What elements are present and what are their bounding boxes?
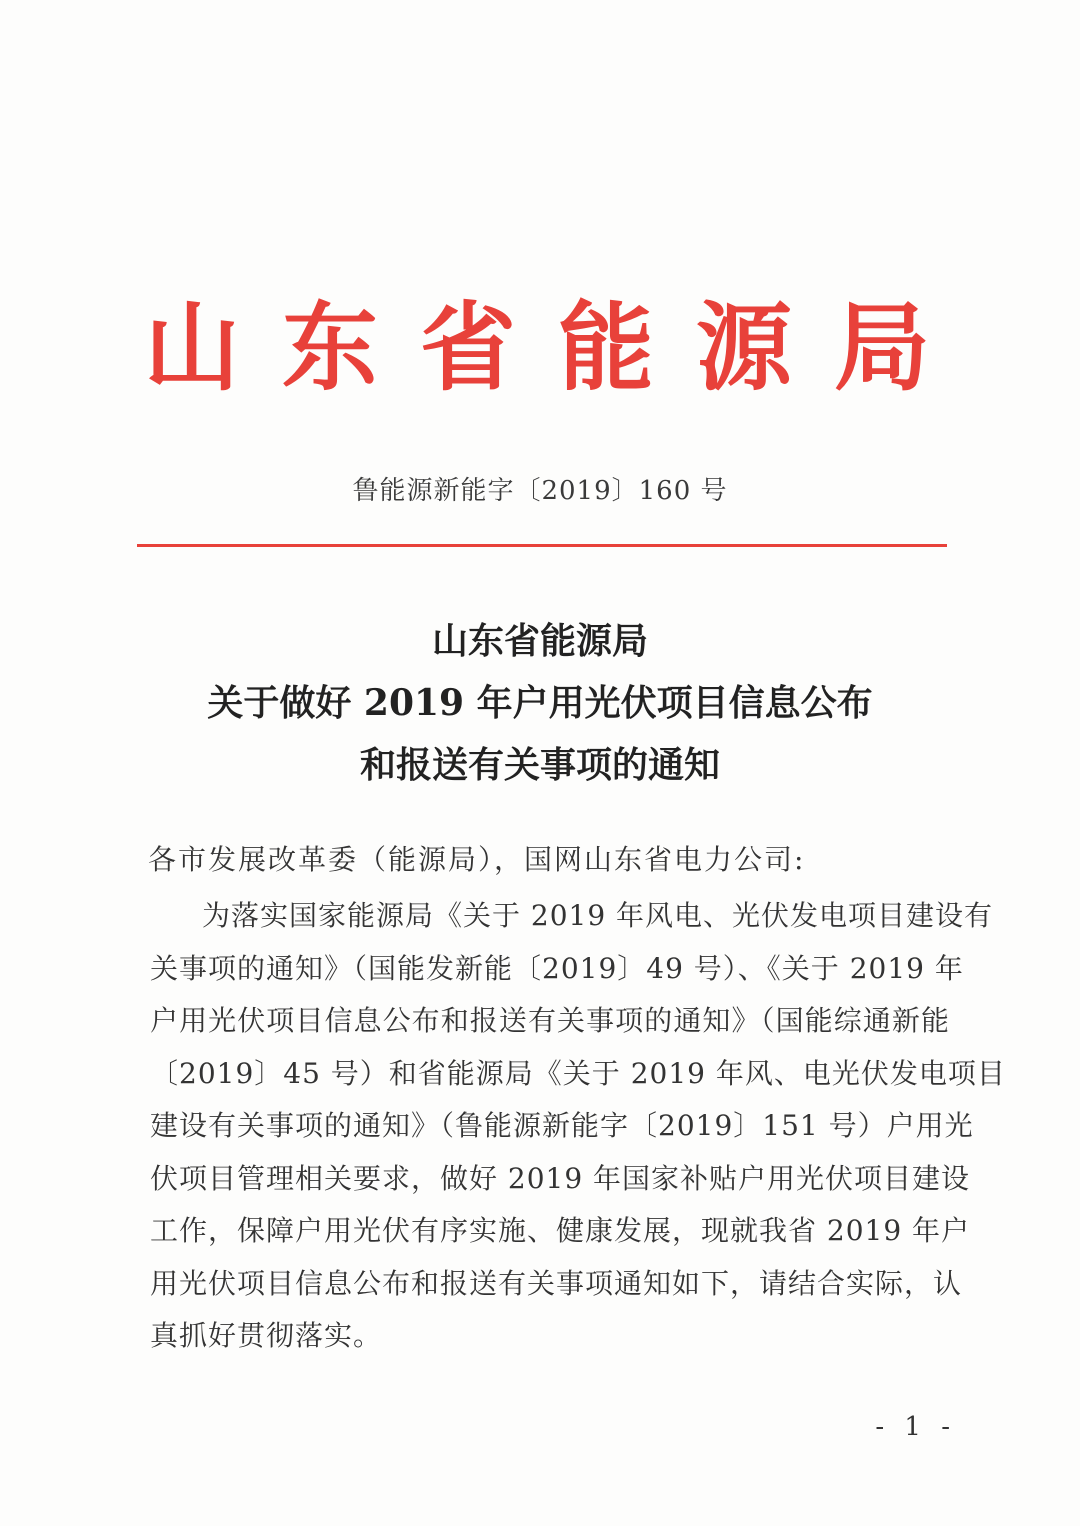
body-line: 为落实国家能源局《关于 2019 年风电、光伏发电项目建设有 — [202, 899, 994, 932]
body-line: 建设有关事项的通知》（鲁能源新能字〔2019〕151 号）户用光 — [150, 1109, 974, 1142]
letterhead: 山东省能源局 — [144, 291, 972, 404]
body-line: 户用光伏项目信息公布和报送有关事项的通知》（国能综通新能 — [150, 1004, 950, 1037]
title-line-2: 关于做好 2019 年户用光伏项目信息公布 — [207, 682, 873, 724]
body-line: 关事项的通知》（国能发新能〔2019〕49 号）、《关于 2019 年 — [150, 951, 964, 985]
body-line: 伏项目管理相关要求，做好 2019 年国家补贴户用光伏项目建设 — [150, 1161, 971, 1195]
addressee: 各市发展改革委（能源局），国网山东省电力公司: — [148, 843, 806, 876]
body-paragraph — [150, 890, 1006, 1363]
title-line-3: 和报送有关事项的通知 — [359, 744, 720, 786]
document-title — [0, 610, 1080, 796]
document-number: 鲁能源新能字〔2019〕160 号 — [352, 476, 728, 506]
body-line: 工作，保障户用光伏有序实施、健康发展，现就我省 2019 年户 — [150, 1214, 971, 1247]
title-line-1: 山东省能源局 — [431, 620, 648, 662]
page-number: - 1 - — [875, 1412, 956, 1442]
body-line: 真抓好贯彻落实。 — [150, 1319, 383, 1352]
body-line: 〔2019〕45 号）和省能源局《关于 2019 年风、电光伏发电项目 — [150, 1056, 1006, 1090]
body-line: 用光伏项目信息公布和报送有关事项通知如下，请结合实际，认 — [150, 1266, 963, 1300]
red-divider-line — [137, 544, 947, 547]
